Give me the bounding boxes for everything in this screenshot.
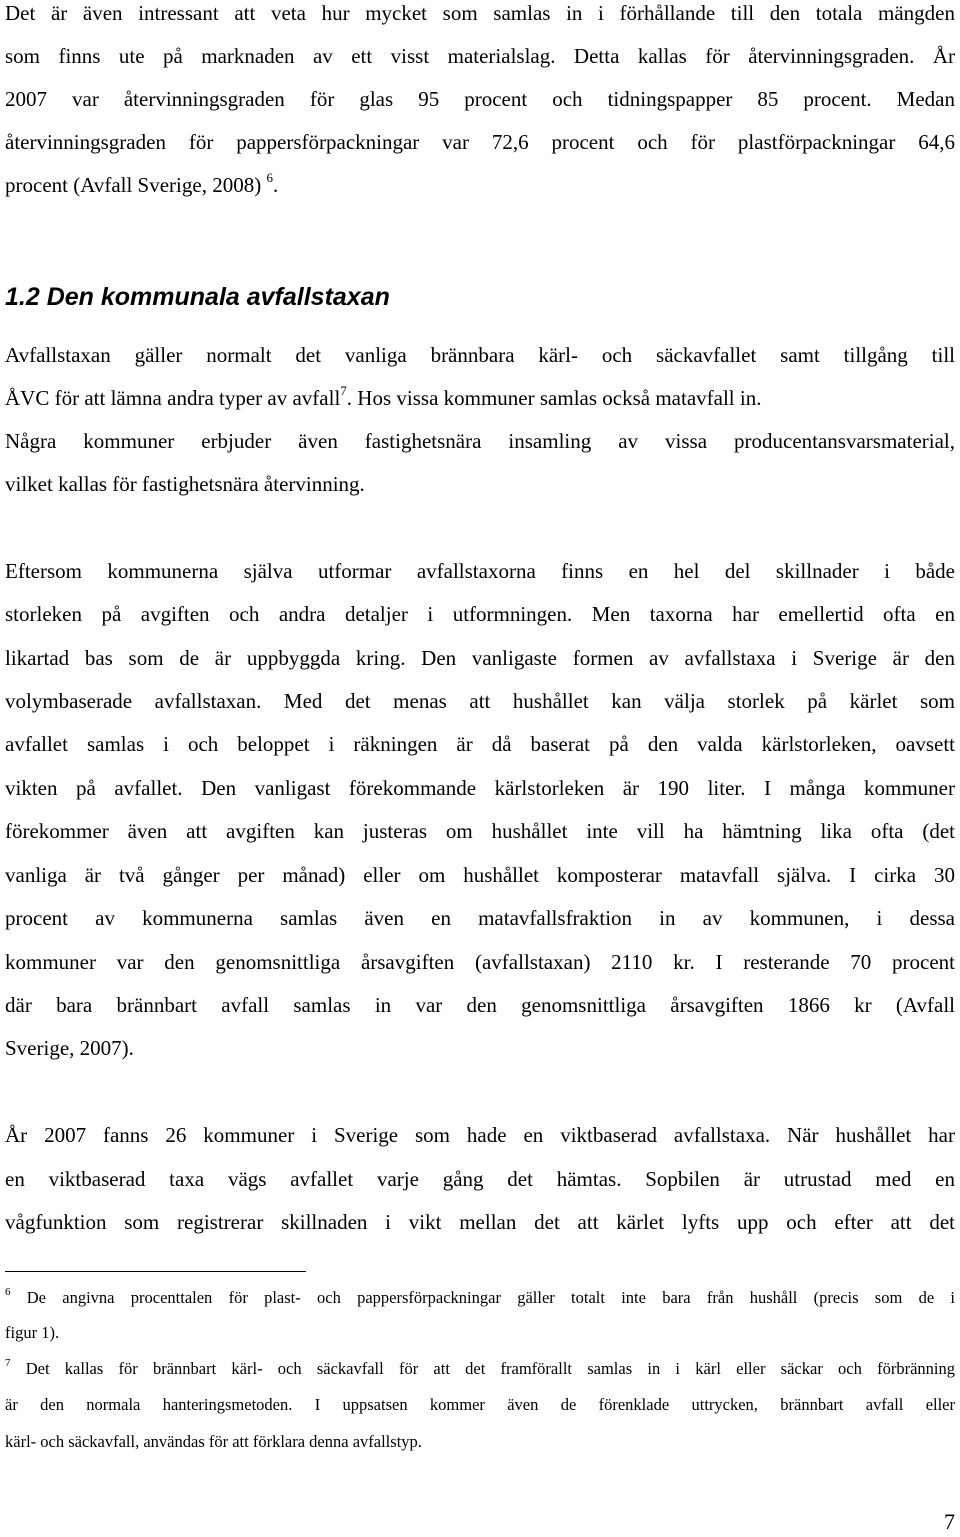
taxa-line-1: Avfallstaxan gäller normalt det vanliga brännbara kärl- och säckavfallet samt tillgång till [5,343,955,367]
footnote-7-number: 7 [5,1356,11,1369]
diff-line-1: Eftersom kommunerna själva utformar avfallstaxorna finns en hel del skillnader i både [5,559,955,583]
intro-line-5 [5,172,955,198]
taxa-line-2a: ÅVC för att lämna andra typer av avfall [5,386,341,410]
footnote-7-line-2: är den normala hanteringsmetoden. I uppsatsen kommer även de förenklade uttrycken, brännbart avfall eller [5,1395,955,1414]
diff-line-10: kommuner var den genomsnittliga årsavgiften (avfallstaxan) 2110 kr. I resterande 70 procent [5,950,955,974]
page-number: 7 [944,1509,955,1534]
weight-line-3: vågfunktion som registrerar skillnaden i vikt mellan det att kärlet lyfts upp och efter att det [5,1210,955,1234]
intro-end-punct: . [272,173,279,197]
diff-line-6: vikten på avfallet. Den vanligast förekommande kärlstorleken är 190 liter. I många kommuner [5,776,955,800]
intro-line-1: Det är även intressant att veta hur mycket som samlas in i förhållande till den totala mängden [5,1,955,25]
taxa-line-3: Några kommuner erbjuder även fastighetsnära insamling av vissa producentansvarsmaterial, [5,429,955,453]
intro-line-3: 2007 var återvinningsgraden för glas 95 procent och tidningspapper 85 procent. Medan [5,87,955,111]
footnote-7-text-1: Det kallas för brännbart kärl- och säckavfall för att det framförallt samlas in i kärl eller säckar och förbränning [10,1359,955,1378]
intro-line-2: som finns ute på marknaden av ett visst materialslag. Detta kallas för återvinningsgraden. År [5,44,955,68]
diff-line-8: vanliga är två gånger per månad) eller om hushållet komposterar matavfall själva. I cirka 30 [5,863,955,887]
footnote-ref-6[interactable]: 6 [266,170,273,185]
taxa-line-2 [5,385,955,411]
footnote-6-number: 6 [5,1285,11,1298]
weight-line-2: en viktbaserad taxa vägs avfallet varje gång det hämtas. Sopbilen är utrustad med en [5,1167,955,1191]
footnote-7-line-3: kärl- och säckavfall, användas för att förklara denna avfallstyp. [5,1432,422,1451]
diff-line-3: likartad bas som de är uppbyggda kring. Den vanligaste formen av avfallstaxa i Sverige är den [5,646,955,670]
section-heading: 1.2 Den kommunala avfallstaxan [5,283,390,311]
footnote-6-line-1 [5,1287,955,1309]
taxa-line-4: vilket kallas för fastighetsnära återvinning. [5,472,365,496]
diff-line-5: avfallet samlas i och beloppet i räkningen är då baserat på den valda kärlstorleken, oavsett [5,732,955,756]
footnote-7-line-1 [5,1358,955,1380]
intro-line-5-text: procent (Avfall Sverige, 2008) [5,173,262,197]
diff-line-2: storleken på avgiften och andra detaljer i utformningen. Men taxorna har emellertid ofta en [5,602,955,626]
footnote-6-line-2: figur 1). [5,1323,60,1342]
diff-line-7: förekommer även att avgiften kan justeras om hushållet inte vill ha hämtning lika ofta (det [5,819,955,843]
taxa-line-2b: . Hos vissa kommuner samlas också matavfall in. [346,386,762,410]
diff-line-9: procent av kommunerna samlas även en matavfallsfraktion in av kommunen, i dessa [5,906,955,930]
diff-line-4: volymbaserade avfallstaxan. Med det menas att hushållet kan välja storlek på kärlet som [5,689,955,713]
weight-line-1: År 2007 fanns 26 kommuner i Sverige som hade en viktbaserad avfallstaxa. När hushållet har [5,1123,955,1147]
footnote-divider [5,1271,306,1272]
diff-line-11: där bara brännbart avfall samlas in var den genomsnittliga årsavgiften 1866 kr (Avfall [5,993,955,1017]
footnote-6-text-1: De angivna procenttalen för plast- och pappersförpackningar gäller totalt inte bara från hushåll (precis som de i [10,1288,955,1307]
diff-line-12: Sverige, 2007). [5,1036,134,1060]
intro-line-4: återvinningsgraden för pappersförpackningar var 72,6 procent och för plastförpackningar 64,6 [5,130,955,154]
footnote-ref-7[interactable]: 7 [340,383,347,398]
